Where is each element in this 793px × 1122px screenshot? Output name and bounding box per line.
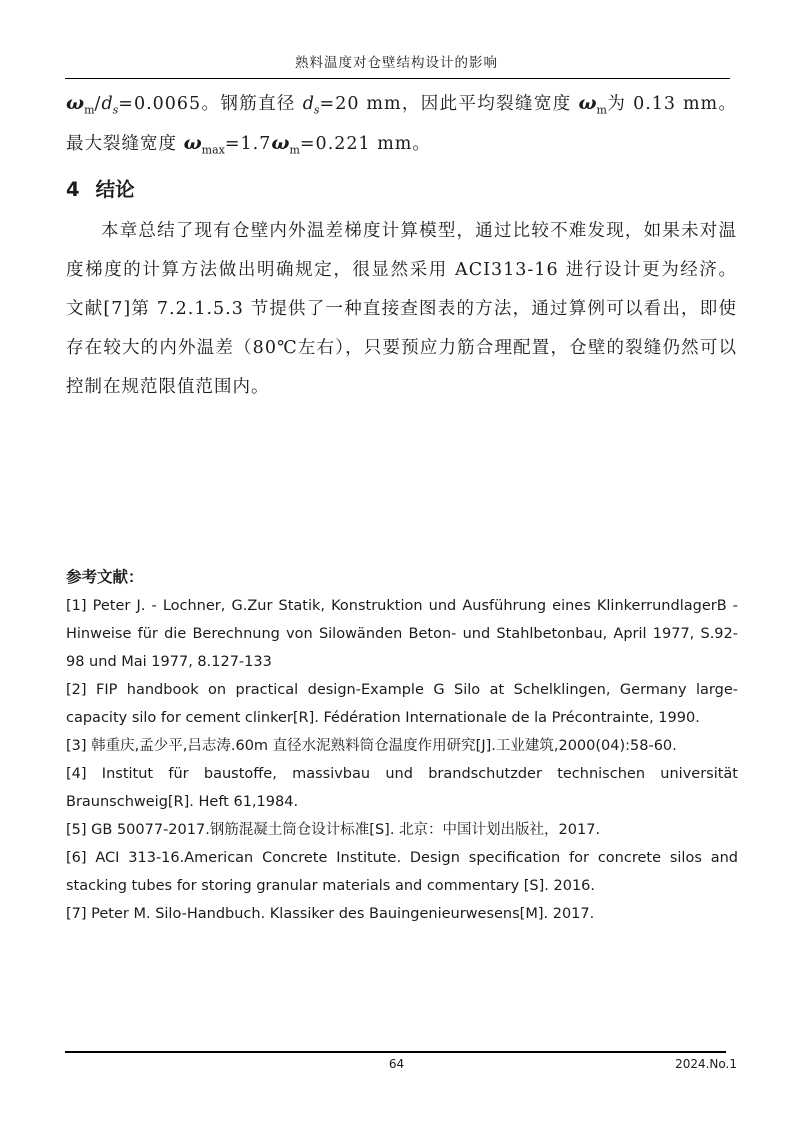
page-number: 64 (388, 1057, 405, 1071)
reference-item-7: [7] Peter M. Silo-Handbuch. Klassiker des Bauingenieurwesens[M]. 2017. (66, 906, 595, 922)
issue-label: 2024.No.1 (675, 1057, 737, 1071)
subscript-m: m (84, 103, 95, 117)
reference-item-4: [4] Institut für baustoffe, massivbau und brandschutzder technischen universität Braunschweig[R]. Heft 61,1984. (66, 766, 738, 810)
subscript-s: s (112, 103, 119, 117)
reference-item-6: [6] ACI 313-16.American Concrete Institute. Design specification for concrete silos and stacking tubes for storing granular materials and commentary [S]. 2016. (66, 850, 738, 894)
main-text-block (66, 84, 737, 407)
omega-symbol: ω (271, 132, 290, 154)
section-heading-conclusion (66, 173, 737, 207)
omega-symbol: ω (578, 92, 597, 114)
omega-symbol: ω (66, 92, 85, 114)
reference-item-1: [1] Peter J. - Lochner, G.Zur Statik, Konstruktion und Ausführung eines KlinkerrundlagerB - Hinweise für die Berechnung von Silowänden Beton- und Stahlbetonbau, April 1977, S.92-98 und Mai 1977, 8.127-133 (66, 598, 738, 670)
reference-item-3: [3] 韩重庆,孟少平,吕志涛.60m 直径水泥熟料筒仓温度作用研究[J].工业建筑,2000(04):58-60. (66, 738, 677, 754)
subscript-s: s (313, 103, 320, 117)
footer-rule (65, 1051, 726, 1053)
references-section (66, 564, 738, 928)
variable-d: d (302, 94, 314, 114)
subscript-max: max (201, 143, 225, 157)
references-heading: 参考文献： (66, 568, 144, 586)
conclusion-paragraph: 本章总结了现有仓壁内外温差梯度计算模型，通过比较不难发现，如果未对温度梯度的计算方法做出明确规定，很显然采用 ACI313-16 进行设计更为经济。文献[7]第 7.2.1.5.3 节提供了一种直接查图表的方法，通过算例可以看出，即使存在较大的内外温差（80℃左右），只要预应力筋合理配置，仓壁的裂缝仍然可以控制在规范限值范围内。 (66, 221, 737, 397)
variable-d: d (101, 94, 113, 114)
reference-item-2: [2] FIP handbook on practical design-Example G Silo at Schelklingen, Germany large-capacity silo for cement clinker[R]. Fédération Internationale de la Précontrainte, 1990. (66, 682, 738, 726)
section-number: 4 (66, 178, 80, 201)
omega-symbol: ω (183, 132, 202, 154)
crack-width-math-paragraph: $\omega_m/d_s=0.0065$。钢筋直径 $d_s=20$ mm，因此平均裂缝宽度 $\omega_m$为 0.13 mm。最大裂缝宽度 $\omega_{max}=1.7\omega_m=0.221$ mm。 (66, 92, 737, 157)
reference-item-5: [5] GB 50077-2017.钢筋混凝土筒仓设计标准[S]. 北京：中国计划出版社，2017. (66, 822, 601, 838)
subscript-m: m (289, 143, 300, 157)
header-rule (65, 78, 730, 79)
subscript-m: m (596, 103, 607, 117)
running-header-title: 熟料温度对仓壁结构设计的影响 (295, 55, 498, 71)
section-title: 结论 (95, 178, 135, 201)
